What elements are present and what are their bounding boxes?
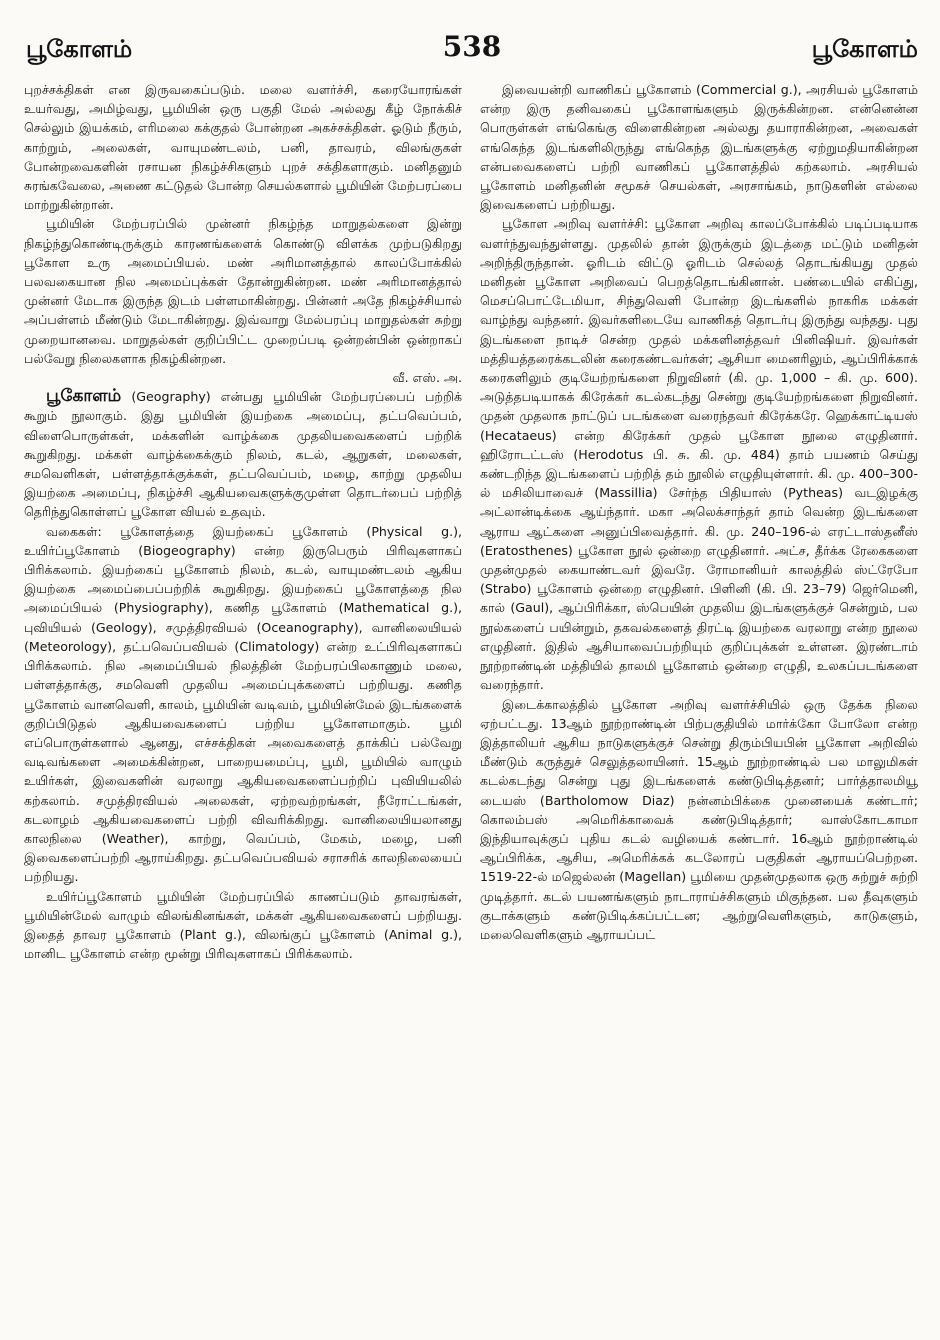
page-number: 538	[442, 30, 502, 63]
left-column	[24, 80, 462, 963]
paragraph	[24, 214, 462, 387]
paragraph: இவையன்றி வாணிகப் பூகோளம் (Commercial g.), அரசியல் பூகோளம் என்ற இரு தனிவகைப் பூகோளங்களும் இருக்கின்றன. என்னென்ன பொருள்கள் எங்கெங்கு விளைகின்றன அல்லது தயாராகின்றன, அவைகள் எங்கெந்த இடங்களிலிருந்து எங்கெந்த இடங்களுக்கு ஏற்றுமதியாகின்றன என்பவைகளைப் பற்றி வாணிகப் பூகோளத்தில் கற்கலாம். அரசியல் பூகோளம் மனிதனின் சமூகச் செயல்கள், அரசாங்கம், நாடுகளின் எல்லை இவைகளைப் பற்றியது.	[480, 82, 918, 213]
right-column	[480, 80, 918, 963]
paragraph: பூகோள அறிவு வளர்ச்சி: பூகோள அறிவு காலப்போக்கில் படிப்படியாக வளர்ந்துவந்துள்ளது. முதலில் தான் இருக்கும் இடத்தை மட்டும் மனிதன் அறிந்திருந்தான். ஓரிடம் விட்டு ஓரிடம் செல்லத் தொடங்கியது முதல் மனிதன் பூகோள அறிவைப் பெறத்தொடங்கினான். பண்டையில் எகிப்து, மெசப்பொட்டேமியா, சிந்துவெளி போன்ற இடங்களில் நாகரிக மக்கள் வாழ்ந்து வந்தனர். இவர்களிடையே வாணிகத் தொடர்பு இருந்து வந்தது. புது இடங்களை நாடிச் சென்ற முதல் மக்களினத்தவர் பினிஷியர். இவர்கள் மத்தியத்தரைக்கடலின் கரைகண்டவர்கள்; ஆசியா மைனரிலும், ஆப்பிரிக்காக் கரைகளிலும் குடியேற்றங்களை நிறுவினர் (கி. மு. 1,000 – கி. மு. 600). அடுத்தபடியாகக் கிரேக்கர் கடல்கடந்து சென்று குடியேற்றங்களை நிறுவினர். முதன் முதலாக நாட்டுப் படங்களை வரைந்தவர் கிரேக்கரே. ஹெக்காட்டியஸ் (Hecataeus) என்ற கிரேக்கர் முதல் பூகோள நூலை எழுதினார். ஹிரோடட்டஸ் (Herodotus பி. சு. கி. மு. 484) தாம் பயணம் செய்து கண்டறிந்த இடங்களைப் பற்றித் தம் நூலில் எழுதியுள்ளார். கி. மு. 400–300-ல் மசிலியாவைச் (Massillia) சேர்ந்த பிதியாஸ் (Pytheas) வடஇழக்கு அட்லான்டிக்கை ஆய்ந்தார். மகா அலெக்சாந்தர் தாம் வென்ற இடங்களை ஆராய ஆட்களை அனுப்பிவைத்தார். கி. மு. 240–196-ல் எரட்டாஸ்தனீஸ் (Eratosthenes) பூகோள நூல் ஒன்றை எழுதினார். அட்ச, தீர்க்க ரேகைகளை முதன்முதல் கையாண்டவர் இவரே. ரோமானியர் காலத்தில் ஸ்ட்ரேபோ (Strabo) பூகோளம் ஒன்றை எழுதினர். பிளினி (கி. பி. 23–79) ஜெர்மெனி, கால் (Gaul), ஆப்பிரிக்கா, ஸ்பெயின் முதலிய இடங்களுக்குச் சென்றும், பல நூல்களைப் பயின்றும், தகவல்களைத் திரட்டி இயற்கை வரலாறு என்ற நூலை எழுதினர். இதில் ஆசியாவைப்பற்றியும் குறிப்புக்கள் உள்ளன. இரண்டாம் நூற்றாண்டின் மத்தியில் தாலமி பூகோளம் ஒன்றை எழுதி, உலகப்படங்களை வரைந்தார்.	[480, 216, 918, 693]
author-signature: வீ. எஸ். அ.	[392, 370, 462, 386]
page-header	[24, 30, 920, 80]
entry-paragraph	[24, 387, 462, 521]
paragraph: இடைக்காலத்தில் பூகோள அறிவு வளர்ச்சியில் ஒரு தேக்க நிலை ஏற்பட்டது. 13ஆம் நூற்றாண்டின் பிற்பகுதியில் மார்க்கோ போலோ என்ற இத்தாலியர் ஆசிய நாடுகளுக்குச் சென்று திரும்பியபின் பூகோள அறிவில் மீண்டும் கருத்துச் செலுத்தலாயினர். 15ஆம் நூற்றாண்டில் பல மாலுமிகள் கடல்கடந்து சென்று புது இடங்களைக் கண்டுபிடித்தனர்; பார்த்தாலமியூ டையஸ் (Bartholomow Diaz) நன்னம்பிக்கை முனையைக் கண்டார்; கொலம்பஸ் அமெரிக்காவைக் கண்டுபிடித்தார்; வாஸ்கோடகாமா இந்தியாவுக்குப் புதிய கடல் வழியைக் கண்டார். 16ஆம் நூற்றாண்டில் ஆப்பிரிக்க, ஆசிய, அமெரிக்கக் கடலோரப் பகுதிகள் ஆராயப்பெற்றன. 1519-22-ல் மஜெல்லன் (Magellan) பூமியை முதன்முதலாக ஒரு சுற்றுச் சுற்றி முடித்தார். கடல் பயணங்களும் நாடாராய்ச்சிகளும் மிகுந்தன. பல தீவுகளும் குடாக்களும் கண்டுபிடிக்கப்பட்டன; ஆற்றுவெளிகளும், காடுகளும், மலைவெளிகளும் ஆராயப்பட்	[480, 696, 918, 942]
entry-title: பூகோளம்	[46, 386, 122, 407]
paragraph: வகைகள்: பூகோளத்தை இயற்கைப் பூகோளம் (Physical g.), உயிர்ப்பூகோளம் (Biogeography) என்ற இருபெரும் பிரிவுகளாகப் பிரிக்கலாம். இயற்கைப் பூகோளம் நிலம், கடல், வாயுமண்டலம் ஆகிய இயற்கை அமைப்பைப்பற்றிக் கூறுகிறது. இயற்கைப் பூகோளத்தை நில அமைப்பியல் (Physiography), கணித பூகோளம் (Mathematical g.), புவியியல் (Geology), சமுத்திரவியல் (Oceanography), வானிலையியல் (Meteorology), தட்பவெப்பவியல் (Climatology) என்ற உட்பிரிவுகளாகப் பிரிக்கலாம். நில அமைப்பியல் நிலத்தின் மேற்பரப்பிலகாணும் மலை, பள்ளத்தாக்கு, சமவெளி முதலிய அமைப்புக்களைப் பற்றியது. கணித பூகோளம் வானவெளி, காலம், பூமியின் வடிவம், பூமியின்மேல் இடங்களைக் குறிப்பிடுதல் ஆகியவைகளைப் பற்றிய பூகோளமாகும். பூமி எப்பொருள்களால் ஆனது, எச்சக்திகள் அவைகளைத் தாக்கிப் பல்வேறு வடிவங்களை அமைக்கின்றன, பாறையமைப்பு, பூமி, பூமியில் வாழும் உயிர்கள், இவைகளின் வரலாறு ஆகியவைகளைப்பற்றிப் புவியியலில் கற்கலாம். சமுத்திரவியல் அலைகள், ஏற்றவற்றங்கள், நீரோட்டங்கள், கடலாழம் ஆகியவைகளைப் பற்றி விவரிக்கிறது. வானிலையியலானது காலநிலை (Weather), காற்று, வெப்பம், மேகம், மழை, பனி இவைகளைப்பற்றி ஆராய்கிறது. தட்பவெப்பவியல் சராசரிக் காலநிலையைப் பற்றியது.	[24, 523, 462, 885]
paragraph-text: (Geography) என்பது பூமியின் மேற்பரப்பைப் பற்றிக் கூறும் நூலாகும். இது பூமியின் இயற்கை அமைப்பு, தட்பவெப்பம், விளைபொருள்கள், மக்களின் வாழ்க்கை முதலியவைகளைப் பற்றிக் கூறுகிறது. மக்கள் வாழ்க்கைக்கும் நிலம், கடல், ஆறுகள், மலைகள், சமவெளிகள், பள்ளத்தாக்குக்கள், தட்பவெப்பம், மழை, காற்று முதலிய இயற்கை அமைப்பு, நிகழ்ச்சி ஆகியவைகளுக்குமுள்ள தொடர்பைப் பற்றித் தெரிந்துகொள்ளப் பூகோள வியல் உதவும்.	[24, 389, 462, 520]
paragraph-text: பூமியின் மேற்பரப்பில் முன்னர் நிகழ்ந்த மாறுதல்களை இன்று நிகழ்ந்துகொண்டிருக்கும் காரணங்களைக் கொண்டு விளக்க முற்படுகிறது பூகோள உரு அமைப்பியல். மண் அரிமானத்தால் காலப்போக்கில் பலவகையான நில அமைப்புக்கள் தோன்றுகின்றன. மண் அரிமானத்தால் முன்னர் மேடாக இருந்த இடம் பள்ளமாகின்றது. பின்னர் அதே நிகழ்ச்சியால் அப்பள்ளம் மீண்டும் மேடாகின்றது. இவ்வாறு மேல்பரப்பு மாறுதல்கள் சுற்று முறையானவை. மாறுதல்கள் குறிப்பிட்ட முறைப்படி ஒன்றன்பின் ஒன்றாகப் பல்வேறு நிலைகளாக நிகழ்கின்றன.	[24, 216, 462, 366]
running-head-right: பூகோளம்	[811, 34, 918, 63]
paragraph: உயிர்ப்பூகோளம் பூமியின் மேற்பரப்பில் காணப்படும் தாவரங்கள், பூமியின்மேல் வாழும் விலங்கினங்கள், மக்கள் ஆகியவைகளைப் பற்றியது. இதைத் தாவர பூகோளம் (Plant g.), விலங்குப் பூகோளம் (Animal g.), மானிட பூகோளம் என்ற மூன்று பிரிவுகளாகப் பிரிக்கலாம்.	[24, 888, 462, 962]
two-column-body	[24, 80, 920, 963]
running-head-left: பூகோளம்	[26, 34, 133, 63]
paragraph: புறச்சக்திகள் என இருவகைப்படும். மலை வளர்ச்சி, கரையோரங்கள் உயர்வது, அமிழ்வது, பூமியின் ஒரு பகுதி மேல் அல்லது கீழ் நோக்கிச் செல்லும் இயக்கம், எரிமலை கக்குதல் போன்றன அகச்சக்திகள். ஓடும் நீரும், காற்றும், அலைகள், வாயுமண்டலம், பனி, தாவரம், விலங்குகள் போன்றவைகளின் ரசாயன நிகழ்ச்சிகளும் புறச் சக்திகளாகும். மனிதனும் சுரங்கவேலை, அணை கட்டுதல் போன்ற செயல்களால் பூமியின் மேற்பரப்பை மாற்றுகின்றான்.	[24, 82, 462, 213]
